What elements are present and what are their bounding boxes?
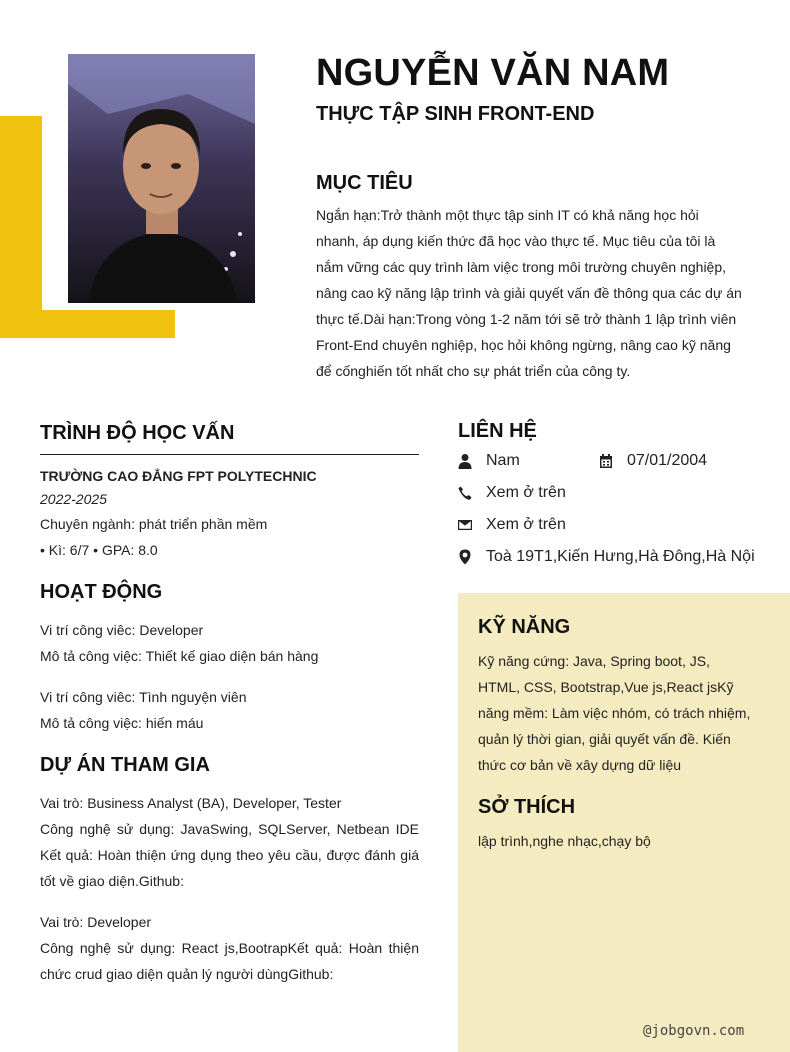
contact-email <box>456 516 566 534</box>
activity-position: Vi trí công viêc: Developer <box>40 622 204 638</box>
activity-description: Mô tả công việc: Thiết kế giao diện bán hàng <box>40 648 319 664</box>
activity-description: Mô tả công việc: hiến máu <box>40 715 204 731</box>
hobbies-title: SỞ THÍCH <box>478 796 576 818</box>
education-grades: • Kì: 6/7 • GPA: 8.0 <box>40 542 158 558</box>
contact-gender-value: Nam <box>486 452 520 469</box>
education-major: Chuyên ngành: phát triển phần mềm <box>40 516 268 532</box>
person-icon <box>456 452 474 470</box>
contact-birthday <box>597 452 707 470</box>
education-divider <box>40 454 419 455</box>
location-icon <box>456 548 474 566</box>
contact-phone-value: Xem ở trên <box>486 484 566 501</box>
accent-block-horizontal <box>0 310 175 338</box>
mail-icon <box>456 516 474 534</box>
phone-icon <box>456 484 474 502</box>
contact-birthday-value: 07/01/2004 <box>627 452 708 469</box>
project-role: Vai trò: Business Analyst (BA), Developer, Tester <box>40 795 342 811</box>
project-role: Vai trò: Developer <box>40 914 152 930</box>
calendar-icon <box>597 452 615 470</box>
hobbies-text: lập trình,nghe nhạc,chạy bộ <box>478 833 651 849</box>
contact-title: LIÊN HỆ <box>458 420 537 442</box>
skills-title: KỸ NĂNG <box>478 616 571 638</box>
activities-title: HOẠT ĐỘNG <box>40 581 163 603</box>
candidate-role: THỰC TẬP SINH FRONT-END <box>316 103 595 125</box>
education-title: TRÌNH ĐỘ HỌC VẤN <box>40 422 235 444</box>
candidate-name: NGUYỄN VĂN NAM <box>316 52 670 94</box>
contact-address <box>456 548 755 566</box>
education-school: TRƯỜNG CAO ĐẲNG FPT POLYTECHNIC <box>40 468 317 484</box>
profile-photo <box>68 54 255 303</box>
contact-address-value: Toà 19T1,Kiến Hưng,Hà Đông,Hà Nội <box>486 548 755 565</box>
education-years: 2022-2025 <box>40 491 107 507</box>
watermark: @jobgovn.com <box>643 1023 745 1039</box>
contact-email-value: Xem ở trên <box>486 516 566 533</box>
project-details: Công nghệ sử dụng: JavaSwing, SQLServer, Netbean IDE Kết quả: Hoàn thiện ứng dụng theo yêu cầu, được đánh giá tốt về giao diện.Github: <box>40 821 419 889</box>
projects-title: DỰ ÁN THAM GIA <box>40 754 210 776</box>
project-details: Công nghệ sử dụng: React js,BootrapKết quả: Hoàn thiện chức crud giao diện quản lý người dùngGithub: <box>40 940 419 982</box>
accent-block-vertical <box>0 116 42 338</box>
objective-text: Ngắn hạn:Trở thành một thực tập sinh IT có khả năng học hỏi nhanh, áp dụng kiến thức đã học vào thực tế. Mục tiêu của tôi là nắm vững các quy trình làm việc trong môi trường chuyên nghiệp, nâng cao kỹ năng lập trình và giải quyết vấn đề thông qua các dự án thực tế.Dài hạn:Trong vòng 1-2 năm tới sẽ trở thành 1 lập trình viên Front-End chuyên nghiệp, học hỏi không ngừng, nâng cao kỹ năng để cốnghiến tốt nhất cho sự phát triển của công ty. <box>316 207 742 379</box>
contact-phone <box>456 484 566 502</box>
contact-gender <box>456 452 520 470</box>
skills-text: Kỹ năng cứng: Java, Spring boot, JS, HTML, CSS, Bootstrap,Vue js,React jsKỹ năng mềm: Làm việc nhóm, có trách nhiệm, quản lý thời gian, giải quyết vấn đề. Kiến thức cơ bản về xây dựng dữ liệu <box>478 653 751 773</box>
objective-title: MỤC TIÊU <box>316 172 413 194</box>
activity-position: Vi trí công viêc: Tình nguyện viên <box>40 689 247 705</box>
